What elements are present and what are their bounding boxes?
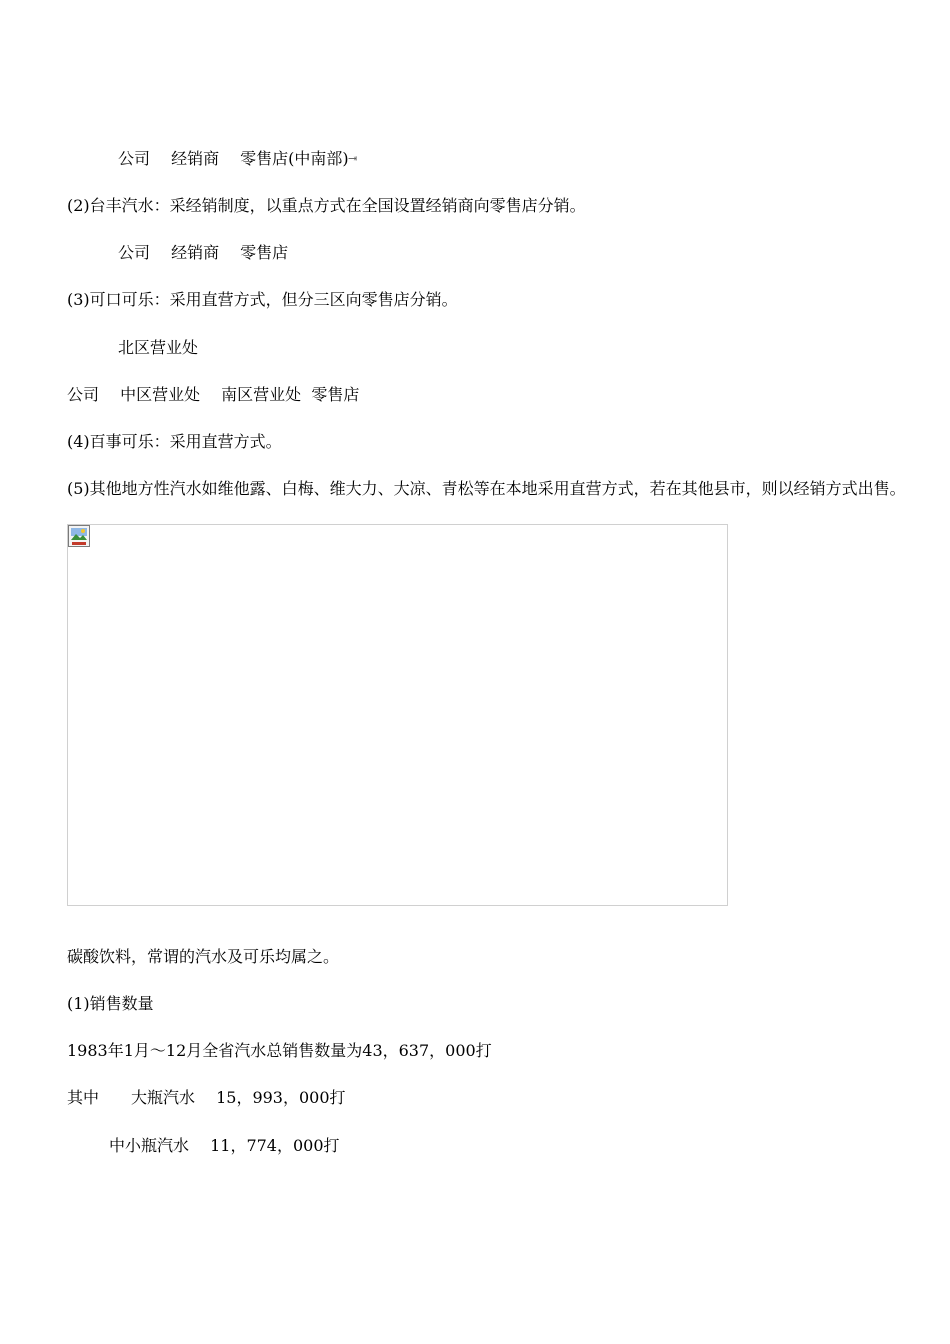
text-line-sales-heading: (1)销售数量 [67, 994, 154, 1013]
text-line-north-office: 北区营业处 [118, 338, 199, 357]
text-line-pepsi: (4)百事可乐：采用直营方式。 [67, 432, 282, 451]
text-line-taifeng: (2)台丰汽水：采经销制度，以重点方式在全国设置经销商向零售店分销。 [67, 196, 586, 215]
text-line-large-bottle: 其中 大瓶汽水 15，993，000打 [67, 1088, 346, 1107]
embedded-image-placeholder [67, 524, 728, 906]
text-line-distribution-chain-3: 公司 中区营业处 南区营业处 零售店 [67, 385, 360, 404]
text-line-local-brands: (5)其他地方性汽水如维他露、白梅、维大力、大凉、青松等在本地采用直营方式，若在其他县市，则以经销方式出售。 [67, 479, 906, 498]
text-line-carbonated-intro: 碳酸饮料，常谓的汽水及可乐均属之。 [67, 947, 340, 966]
text-line-small-bottle: 中小瓶汽水 11，774，000打 [109, 1136, 340, 1155]
paragraph-mark-icon: ⇥ [348, 152, 358, 165]
text-line-distribution-chain-1: 公司 经销商 零售店(中南部) [118, 149, 349, 168]
text-line-distribution-chain-2: 公司 经销商 零售店 [118, 243, 289, 262]
text-line-coca-cola: (3)可口可乐：采用直营方式，但分三区向零售店分销。 [67, 290, 458, 309]
broken-image-icon [68, 525, 90, 547]
text-line-total-sales: 1983年1月～12月全省汽水总销售数量为43，637，000打 [67, 1041, 492, 1060]
